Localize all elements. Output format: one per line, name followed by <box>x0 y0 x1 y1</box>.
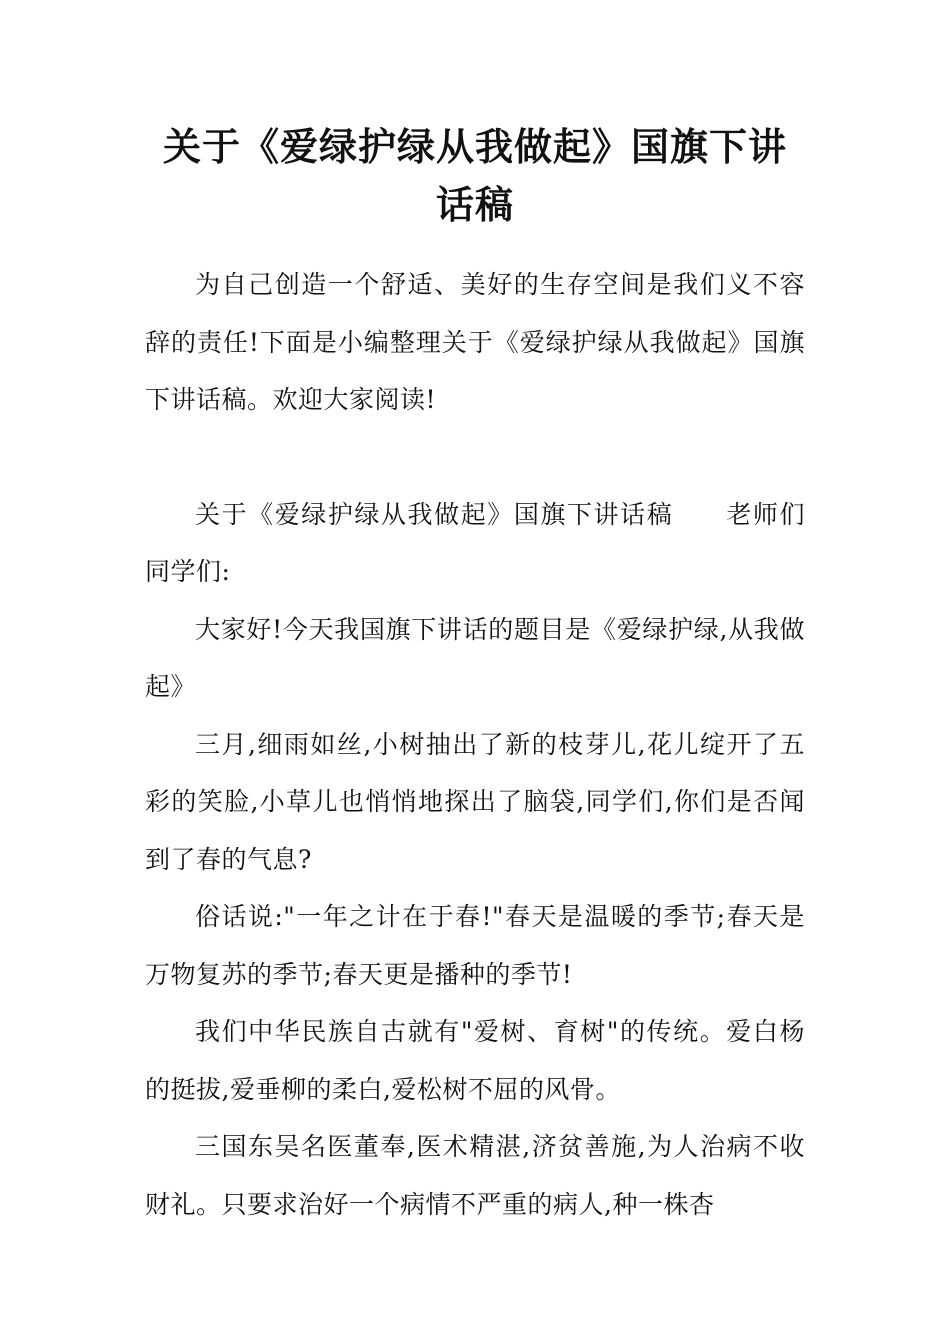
salutation: 老师们同学们: <box>145 499 805 586</box>
speech-paragraph: 俗话说:"一年之计在于春!"春天是温暖的季节;春天是万物复苏的季节;春天更是播种的季节! <box>145 902 805 989</box>
document-title: 关于《爱绿护绿从我做起》国旗下讲话稿 <box>162 125 787 227</box>
speech-paragraph: 三月,细雨如丝,小树抽出了新的枝芽儿,花儿绽开了五彩的笑脸,小草儿也悄悄地探出了脑袋,同学们,你们是否闻到了春的气息? <box>145 729 805 874</box>
document-body <box>145 256 805 1233</box>
intro-paragraph: 为自己创造一个舒适、美好的生存空间是我们义不容辞的责任!下面是小编整理关于《爱绿护绿从我做起》国旗下讲话稿。欢迎大家阅读! <box>145 270 805 414</box>
paragraph-gap <box>145 429 805 486</box>
speech-paragraph: 三国东吴名医董奉,医术精湛,济贫善施,为人治病不收财礼。只要求治好一个病情不严重的病人,种一株杏 <box>145 1132 805 1219</box>
speech-paragraph: 我们中华民族自古就有"爱树、育树"的传统。爱白杨的挺拔,爱垂柳的柔白,爱松树不屈的风骨。 <box>145 1017 805 1104</box>
section-heading: 关于《爱绿护绿从我做起》国旗下讲话稿 <box>195 499 674 529</box>
speech-paragraph: 大家好!今天我国旗下讲话的题目是《爱绿护绿,从我做起》 <box>145 614 805 701</box>
section-opening-paragraph <box>145 486 805 601</box>
